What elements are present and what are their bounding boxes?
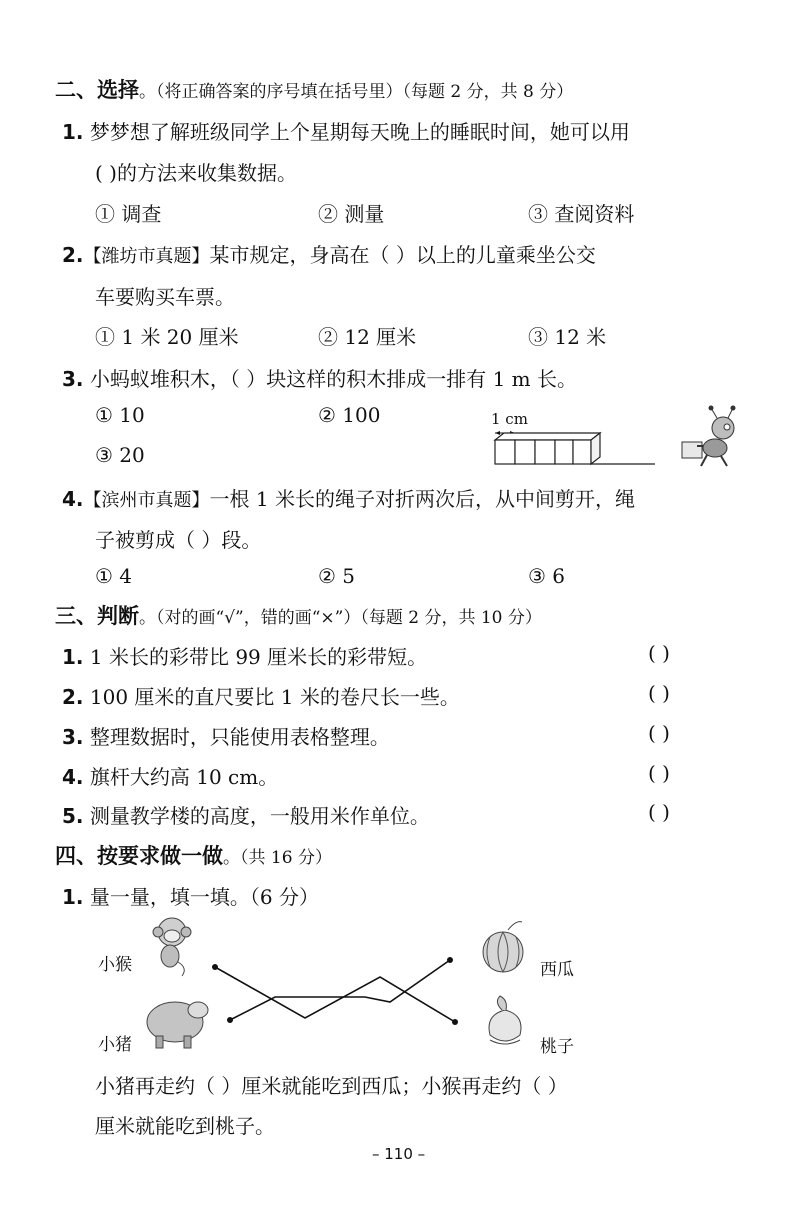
judge-item (62, 681, 460, 710)
question-text: 整理数据时，只能使用表格整理。 (89, 725, 390, 749)
question-text: 某市规定，身高在（ ）以上的儿童乘坐公交 (209, 243, 596, 267)
question-number: 1. (62, 120, 84, 144)
question-text: 一根 1 米长的绳子对折两次后，从中间剪开，绳 (209, 487, 635, 511)
question-2-2-line2: 车要购买车票。 (95, 285, 235, 309)
question-4-1-answer-line2: 厘米就能吃到桃子。 (95, 1114, 275, 1138)
answer-parentheses[interactable]: ( ) (648, 761, 670, 785)
ant-icon (682, 406, 736, 467)
peach-label: 桃子 (540, 1037, 574, 1057)
question-text: 100 厘米的直尺要比 1 米的卷尺长一些。 (89, 685, 460, 709)
option-c: ③ 6 (528, 564, 566, 588)
monkey-label: 小猴 (98, 955, 132, 975)
question-text: 旗杆大约高 10 cm。 (89, 765, 279, 789)
section-3-note: 。（对的画“√”，错的画“×”）（每题 2 分，共 10 分） (139, 608, 542, 628)
section-3-heading (55, 600, 542, 630)
question-number: 4. (62, 765, 84, 789)
option-b: ② 100 (318, 403, 381, 427)
option-b: ② 12 厘米 (318, 325, 417, 349)
question-2-1-line2: ( )的方法来收集数据。 (95, 161, 297, 185)
source-tag: 【滨州市真题】 (83, 490, 210, 511)
section-4-heading (55, 840, 332, 870)
question-text: 量一量，填一填。（6 分） (89, 885, 319, 909)
judge-item (62, 800, 430, 829)
question-number: 1. (62, 645, 84, 669)
answer-parentheses[interactable]: ( ) (648, 681, 670, 705)
option-a: ① 调查 (95, 202, 162, 226)
pig-icon (147, 1002, 208, 1048)
question-text: 1 米长的彩带比 99 厘米长的彩带短。 (89, 645, 428, 669)
monkey-to-peach-path (215, 967, 455, 1022)
judge-item (62, 721, 390, 750)
question-2-4 (62, 483, 635, 512)
answer-parentheses[interactable]: ( ) (648, 721, 670, 745)
block-length-label: 1 cm (491, 410, 528, 428)
question-number: 3. (62, 367, 84, 391)
source-tag: 【潍坊市真题】 (83, 246, 210, 267)
section-4-note: 。（共 16 分） (223, 848, 332, 868)
path-figure (90, 910, 610, 1060)
option-a: ① 4 (95, 564, 133, 588)
option-b: ② 测量 (318, 202, 385, 226)
option-a: ① 1 米 20 厘米 (95, 325, 239, 349)
peach-icon (489, 996, 521, 1044)
question-number: 5. (62, 804, 84, 828)
pig-label: 小猪 (98, 1035, 132, 1055)
question-text: 小蚂蚁堆积木，（ ）块这样的积木排成一排有 1 m 长。 (89, 367, 577, 391)
option-c: ③ 12 米 (528, 325, 607, 349)
pig-to-watermelon-path (230, 960, 450, 1020)
answer-parentheses[interactable]: ( ) (648, 641, 670, 665)
question-2-1 (62, 116, 630, 145)
section-2-title: 二、选择 (55, 78, 139, 102)
question-number: 3. (62, 725, 84, 749)
option-a: ① 10 (95, 403, 145, 427)
blocks-figure (485, 400, 745, 475)
section-2-heading (55, 74, 573, 104)
question-2-2 (62, 239, 596, 268)
answer-parentheses[interactable]: ( ) (648, 800, 670, 824)
question-4-1-answer-line1: 小猪再走约（ ）厘米就能吃到西瓜；小猴再走约（ ） (95, 1074, 568, 1098)
question-2-4-line2: 子被剪成（ ）段。 (95, 528, 262, 552)
question-2-3 (62, 363, 577, 392)
monkey-icon (153, 918, 191, 976)
judge-item (62, 641, 427, 670)
watermelon-icon (483, 922, 523, 972)
judge-item (62, 761, 278, 790)
section-2-note: 。（将正确答案的序号填在括号里）（每题 2 分，共 8 分） (139, 82, 574, 102)
question-text: 测量教学楼的高度，一般用米作单位。 (89, 804, 430, 828)
section-4-title: 四、按要求做一做 (55, 844, 223, 868)
question-number: 2. (62, 243, 84, 267)
watermelon-label: 西瓜 (540, 960, 574, 980)
option-b: ② 5 (318, 564, 356, 588)
question-4-1 (62, 881, 319, 910)
section-3-title: 三、判断 (55, 604, 139, 628)
page-number: – 110 – (372, 1145, 426, 1163)
option-c: ③ 查阅资料 (528, 202, 635, 226)
question-text: 梦梦想了解班级同学上个星期每天晚上的睡眠时间，她可以用 (89, 120, 630, 144)
question-number: 2. (62, 685, 84, 709)
question-number: 1. (62, 885, 84, 909)
question-number: 4. (62, 487, 84, 511)
option-c: ③ 20 (95, 443, 145, 467)
